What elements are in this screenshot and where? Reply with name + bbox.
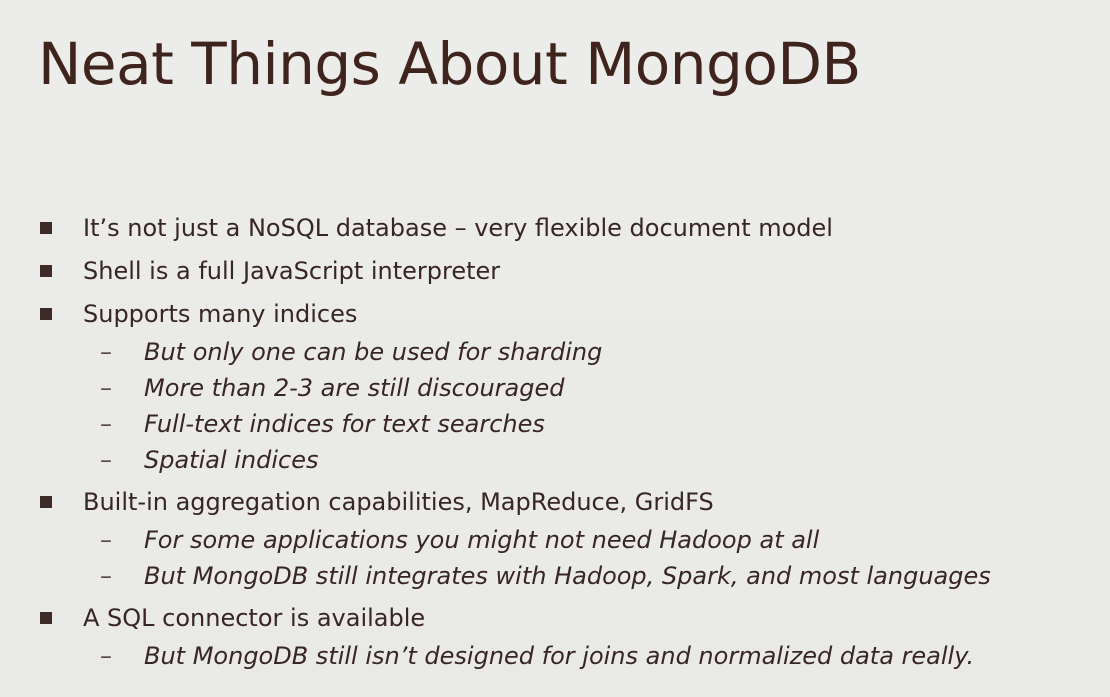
sub-bullet-text: For some applications you might not need Hadoop at all: [144, 526, 820, 554]
sub-bullet-text: But only one can be used for sharding: [144, 338, 603, 366]
sub-bullet-item: [38, 522, 1098, 558]
square-bullet-icon: [38, 483, 83, 521]
sub-bullet-text: Full-text indices for text searches: [144, 410, 545, 438]
square-bullet-icon: [38, 252, 83, 290]
bullet-text: Supports many indices: [83, 300, 358, 328]
slide-title: Neat Things About MongoDB: [38, 30, 861, 98]
dash-marker: –: [100, 562, 112, 590]
bullet-text: Shell is a full JavaScript interpreter: [83, 257, 501, 285]
bullet-item: [38, 252, 1098, 290]
dash-marker: –: [100, 446, 112, 474]
square-bullet-icon: [38, 599, 83, 637]
sub-bullet-text: Spatial indices: [144, 446, 319, 474]
dash-marker: –: [100, 374, 112, 402]
bullet-list: [38, 209, 1098, 679]
sub-bullet-item: [38, 558, 1098, 594]
dash-marker: –: [100, 410, 112, 438]
square-bullet-icon: [38, 295, 83, 333]
sub-bullet-item: [38, 406, 1098, 442]
bullet-text: It’s not just a NoSQL database – very flexible document model: [83, 214, 833, 242]
bullet-text: Built-in aggregation capabilities, MapReduce, GridFS: [83, 488, 714, 516]
sub-bullet-item: [38, 334, 1098, 370]
bullet-item: [38, 483, 1098, 521]
sub-bullet-list: [38, 334, 1098, 478]
bullet-item: [38, 209, 1098, 247]
sub-bullet-item: [38, 638, 1098, 674]
sub-bullet-text: But MongoDB still isn’t designed for joins and normalized data really.: [144, 642, 975, 670]
sub-bullet-item: [38, 442, 1098, 478]
sub-bullet-text: More than 2-3 are still discouraged: [144, 374, 565, 402]
sub-bullet-item: [38, 370, 1098, 406]
sub-bullet-text: But MongoDB still integrates with Hadoop, Spark, and most languages: [144, 562, 991, 590]
dash-marker: –: [100, 642, 112, 670]
bullet-item: [38, 599, 1098, 637]
square-bullet-icon: [38, 209, 83, 247]
dash-marker: –: [100, 526, 112, 554]
bullet-text: A SQL connector is available: [83, 604, 426, 632]
bullet-item: [38, 295, 1098, 333]
sub-bullet-list: [38, 522, 1098, 594]
dash-marker: –: [100, 338, 112, 366]
sub-bullet-list: [38, 638, 1098, 674]
